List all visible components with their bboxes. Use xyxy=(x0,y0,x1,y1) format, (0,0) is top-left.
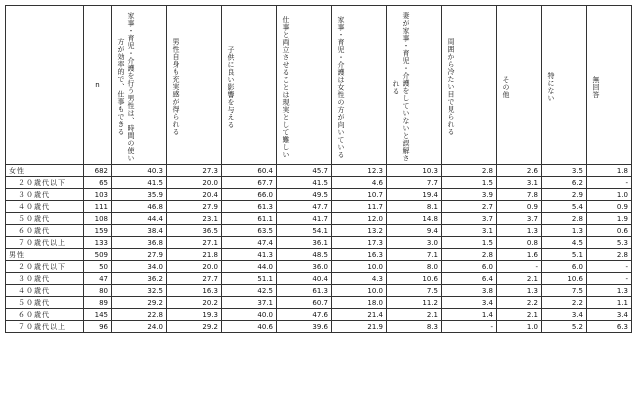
table-cell: 36.8 xyxy=(112,237,167,249)
table-cell: 47.7 xyxy=(277,201,332,213)
table-cell: 22.8 xyxy=(112,309,167,321)
row-label: ４０歳代 xyxy=(6,201,84,213)
row-n: 50 xyxy=(84,261,112,273)
table-cell: 63.5 xyxy=(222,225,277,237)
row-n: 682 xyxy=(84,165,112,177)
table-cell: 19.4 xyxy=(387,189,442,201)
table-cell: 3.4 xyxy=(542,309,587,321)
column-header-text: 無回答 xyxy=(592,75,600,99)
table-cell: 24.0 xyxy=(112,321,167,333)
row-label: ３０歳代 xyxy=(6,273,84,285)
table-cell: 2.6 xyxy=(497,165,542,177)
group-row xyxy=(6,249,632,261)
table-cell: 6.3 xyxy=(587,321,632,333)
table-cell: 42.5 xyxy=(222,285,277,297)
table-row xyxy=(6,321,632,333)
table-cell: 47.6 xyxy=(277,309,332,321)
row-label: ６０歳代 xyxy=(6,225,84,237)
table-cell: 1.5 xyxy=(442,237,497,249)
row-n: 65 xyxy=(84,177,112,189)
table-cell: 2.1 xyxy=(387,309,442,321)
table-cell: 23.1 xyxy=(167,213,222,225)
table-cell: 61.3 xyxy=(222,201,277,213)
table-cell: 27.7 xyxy=(167,273,222,285)
table-row xyxy=(6,189,632,201)
row-n: 108 xyxy=(84,213,112,225)
table-cell: 18.0 xyxy=(332,297,387,309)
column-header xyxy=(222,6,277,165)
row-label: ５０歳代 xyxy=(6,297,84,309)
table-cell: 1.3 xyxy=(497,285,542,297)
table-cell: 4.3 xyxy=(332,273,387,285)
row-label: ２０歳代以下 xyxy=(6,261,84,273)
column-header-text: 男性自身も充実感が得られる xyxy=(172,38,180,136)
table-cell: 3.1 xyxy=(497,177,542,189)
table-cell: 2.2 xyxy=(497,297,542,309)
table-cell: 2.1 xyxy=(497,273,542,285)
table-cell: 3.8 xyxy=(442,285,497,297)
table-cell: 40.3 xyxy=(112,165,167,177)
table-cell: 48.5 xyxy=(277,249,332,261)
row-n: 133 xyxy=(84,237,112,249)
table-cell: 38.4 xyxy=(112,225,167,237)
column-header xyxy=(587,6,632,165)
table-cell: 14.8 xyxy=(387,213,442,225)
table-cell: - xyxy=(442,321,497,333)
table-cell: 3.1 xyxy=(442,225,497,237)
table-cell: 12.0 xyxy=(332,213,387,225)
table-cell: 40.0 xyxy=(222,309,277,321)
row-label: ２０歳代以下 xyxy=(6,177,84,189)
table-cell: 60.4 xyxy=(222,165,277,177)
table-cell: 66.0 xyxy=(222,189,277,201)
row-label: ７０歳代以上 xyxy=(6,237,84,249)
table-cell: 1.3 xyxy=(542,225,587,237)
table-cell: 27.1 xyxy=(167,237,222,249)
table-cell: 7.7 xyxy=(387,177,442,189)
table-cell: 37.1 xyxy=(222,297,277,309)
row-n: 89 xyxy=(84,297,112,309)
table-cell: 1.9 xyxy=(587,213,632,225)
table-cell: 8.1 xyxy=(387,201,442,213)
table-cell: 0.9 xyxy=(587,201,632,213)
row-label: ７０歳代以上 xyxy=(6,321,84,333)
row-n: 145 xyxy=(84,309,112,321)
table-cell: 36.1 xyxy=(277,237,332,249)
table-cell: 16.3 xyxy=(332,249,387,261)
row-n: 103 xyxy=(84,189,112,201)
column-header-text: 子供に良い影響を与える xyxy=(227,45,235,129)
table-cell: 51.1 xyxy=(222,273,277,285)
header-row xyxy=(6,6,632,165)
table-cell: 61.3 xyxy=(277,285,332,297)
table-cell: 41.3 xyxy=(222,249,277,261)
row-label: ５０歳代 xyxy=(6,213,84,225)
column-header xyxy=(542,6,587,165)
table-cell: 39.6 xyxy=(277,321,332,333)
table-cell: 54.1 xyxy=(277,225,332,237)
table-cell: 5.2 xyxy=(542,321,587,333)
column-header-text: 周囲から冷たい目で見られる xyxy=(447,38,455,136)
row-n: 159 xyxy=(84,225,112,237)
column-header xyxy=(332,6,387,165)
column-header xyxy=(112,6,167,165)
table-cell: 6.2 xyxy=(542,177,587,189)
table-cell: 35.9 xyxy=(112,189,167,201)
row-n: 80 xyxy=(84,285,112,297)
column-header xyxy=(497,6,542,165)
table-cell: - xyxy=(587,261,632,273)
column-header-text: 仕事と両立させることは現実として難しい xyxy=(282,15,290,159)
table-cell: 5.3 xyxy=(587,237,632,249)
table-cell: 10.0 xyxy=(332,285,387,297)
table-cell: 16.3 xyxy=(167,285,222,297)
table-cell: 7.5 xyxy=(387,285,442,297)
table-cell: 32.5 xyxy=(112,285,167,297)
table-cell: 2.8 xyxy=(587,249,632,261)
table-cell: 36.0 xyxy=(277,261,332,273)
column-header xyxy=(167,6,222,165)
row-label: ６０歳代 xyxy=(6,309,84,321)
table-cell: 1.6 xyxy=(497,249,542,261)
table-cell: 1.1 xyxy=(587,297,632,309)
table-cell: 44.4 xyxy=(112,213,167,225)
table-cell: 3.0 xyxy=(387,237,442,249)
table-cell: 19.3 xyxy=(167,309,222,321)
table-cell: 12.3 xyxy=(332,165,387,177)
table-row xyxy=(6,297,632,309)
table-cell: 2.8 xyxy=(442,165,497,177)
table-cell: 34.0 xyxy=(112,261,167,273)
survey-table xyxy=(5,5,632,333)
table-cell: 5.4 xyxy=(542,201,587,213)
table-cell: 8.3 xyxy=(387,321,442,333)
table-cell: 7.5 xyxy=(542,285,587,297)
table-cell: 10.7 xyxy=(332,189,387,201)
table-cell: 20.0 xyxy=(167,261,222,273)
table-cell: 7.1 xyxy=(387,249,442,261)
table-cell: 21.8 xyxy=(167,249,222,261)
table-cell: 45.7 xyxy=(277,165,332,177)
row-label: ３０歳代 xyxy=(6,189,84,201)
table-row xyxy=(6,261,632,273)
table-row xyxy=(6,225,632,237)
table-cell: 49.5 xyxy=(277,189,332,201)
column-header-text: 妻が家事・育児・介護をしていないと誤解される xyxy=(392,12,410,162)
table-cell: 10.0 xyxy=(332,261,387,273)
row-n: 47 xyxy=(84,273,112,285)
table-cell: 2.9 xyxy=(542,189,587,201)
column-header xyxy=(277,6,332,165)
table-cell: 0.9 xyxy=(497,201,542,213)
table-cell: 60.7 xyxy=(277,297,332,309)
table-row xyxy=(6,201,632,213)
table-cell: 11.2 xyxy=(387,297,442,309)
table-cell: 7.8 xyxy=(497,189,542,201)
table-cell: 36.2 xyxy=(112,273,167,285)
table-cell: 41.7 xyxy=(277,213,332,225)
table-cell: - xyxy=(587,273,632,285)
table-cell: 61.1 xyxy=(222,213,277,225)
table-cell: 2.7 xyxy=(442,201,497,213)
table-cell: 6.0 xyxy=(442,261,497,273)
table-cell: 1.8 xyxy=(587,165,632,177)
table-cell: 1.0 xyxy=(497,321,542,333)
table-cell: 44.0 xyxy=(222,261,277,273)
row-label: 男性 xyxy=(6,249,84,261)
table-cell: 40.4 xyxy=(277,273,332,285)
table-cell: 20.4 xyxy=(167,189,222,201)
table-cell: 3.5 xyxy=(542,165,587,177)
table-cell: 2.8 xyxy=(542,213,587,225)
table-cell: 1.0 xyxy=(587,189,632,201)
table-row xyxy=(6,177,632,189)
table-row xyxy=(6,309,632,321)
table-cell: 41.5 xyxy=(277,177,332,189)
table-cell: 4.6 xyxy=(332,177,387,189)
table-cell: 1.5 xyxy=(442,177,497,189)
column-header-text: 家事・育児・介護を行う男性は、時間の使い方が効率的で、仕事もできる xyxy=(117,12,135,162)
table-cell: 1.3 xyxy=(587,285,632,297)
table-cell: 2.8 xyxy=(442,249,497,261)
table-cell: - xyxy=(497,261,542,273)
table-cell: 8.0 xyxy=(387,261,442,273)
table-cell: 46.8 xyxy=(112,201,167,213)
table-cell: 1.3 xyxy=(497,225,542,237)
table-cell: 20.0 xyxy=(167,177,222,189)
row-n: 96 xyxy=(84,321,112,333)
table-cell: 3.9 xyxy=(442,189,497,201)
table-row xyxy=(6,213,632,225)
row-label: ４０歳代 xyxy=(6,285,84,297)
table-cell: 3.4 xyxy=(587,309,632,321)
table-cell: 2.1 xyxy=(497,309,542,321)
column-header xyxy=(387,6,442,165)
table-cell: 10.3 xyxy=(387,165,442,177)
table-cell: 9.4 xyxy=(387,225,442,237)
table-cell: 11.7 xyxy=(332,201,387,213)
column-header-text: 特にない xyxy=(547,72,555,102)
table-cell: 13.2 xyxy=(332,225,387,237)
table-cell: 4.5 xyxy=(542,237,587,249)
table-cell: 29.2 xyxy=(167,321,222,333)
table-cell: 0.6 xyxy=(587,225,632,237)
table-row xyxy=(6,237,632,249)
table-cell: 20.2 xyxy=(167,297,222,309)
column-header-text: 家事・育児・介護は女性の方が向いている xyxy=(337,15,345,159)
table-cell: 1.4 xyxy=(442,309,497,321)
table-cell: 67.7 xyxy=(222,177,277,189)
table-cell: 10.6 xyxy=(387,273,442,285)
group-row xyxy=(6,165,632,177)
table-cell: 6.4 xyxy=(442,273,497,285)
table-cell: 10.6 xyxy=(542,273,587,285)
table-cell: 27.9 xyxy=(167,201,222,213)
table-row xyxy=(6,285,632,297)
corner-cell xyxy=(6,6,84,165)
table-cell: 3.4 xyxy=(442,297,497,309)
table-cell: 27.9 xyxy=(112,249,167,261)
table-cell: 41.5 xyxy=(112,177,167,189)
table-cell: 21.9 xyxy=(332,321,387,333)
table-cell: 36.5 xyxy=(167,225,222,237)
table-cell: 2.2 xyxy=(542,297,587,309)
table-cell: 3.7 xyxy=(497,213,542,225)
row-n: 111 xyxy=(84,201,112,213)
table-cell: 17.3 xyxy=(332,237,387,249)
table-cell: 47.4 xyxy=(222,237,277,249)
table-cell: 0.8 xyxy=(497,237,542,249)
table-cell: 27.3 xyxy=(167,165,222,177)
table-cell: 3.7 xyxy=(442,213,497,225)
column-header xyxy=(442,6,497,165)
table-cell: - xyxy=(587,177,632,189)
row-label: 女性 xyxy=(6,165,84,177)
n-header: n xyxy=(84,6,112,165)
column-header-text: その他 xyxy=(502,75,510,99)
table-cell: 6.0 xyxy=(542,261,587,273)
table-cell: 29.2 xyxy=(112,297,167,309)
table-cell: 40.6 xyxy=(222,321,277,333)
row-n: 509 xyxy=(84,249,112,261)
table-row xyxy=(6,273,632,285)
table-cell: 21.4 xyxy=(332,309,387,321)
table-cell: 5.1 xyxy=(542,249,587,261)
